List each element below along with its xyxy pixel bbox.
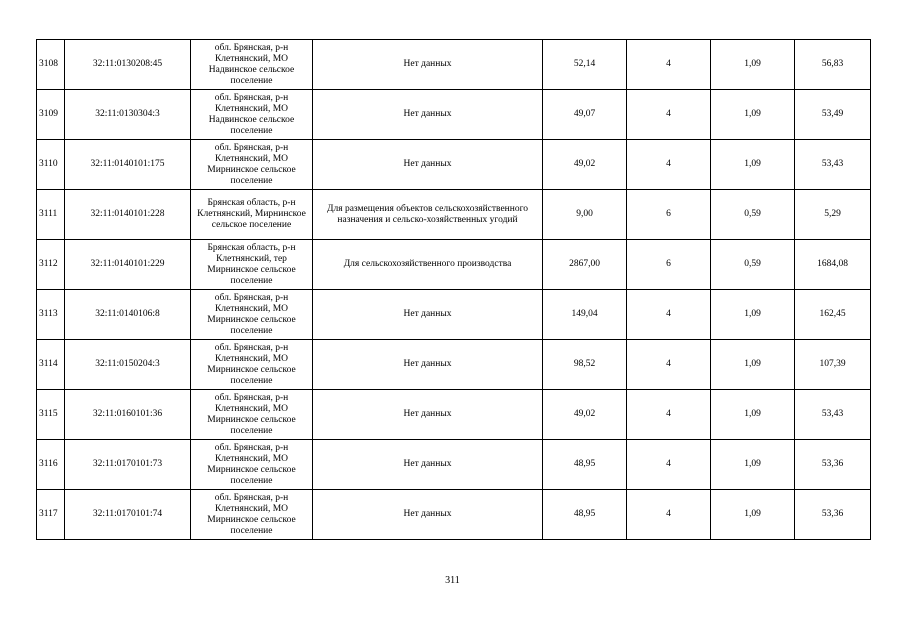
area-cell: 49,02: [543, 140, 627, 190]
row-number-cell: 3112: [37, 240, 65, 290]
area-cell: 98,52: [543, 340, 627, 390]
table-row: [37, 140, 871, 190]
row-number-cell: 3113: [37, 290, 65, 340]
land-use-cell: Нет данных: [313, 90, 543, 140]
area-cell: 9,00: [543, 190, 627, 240]
group-cell: 4: [627, 40, 711, 90]
land-use-cell: Нет данных: [313, 440, 543, 490]
area-cell: 48,95: [543, 440, 627, 490]
land-use-cell: Нет данных: [313, 40, 543, 90]
value-cell: 53,43: [795, 140, 871, 190]
land-use-cell: Нет данных: [313, 140, 543, 190]
cadastral-number-cell: 32:11:0140101:228: [65, 190, 191, 240]
row-number-cell: 3111: [37, 190, 65, 240]
group-cell: 4: [627, 340, 711, 390]
value-cell: 5,29: [795, 190, 871, 240]
address-cell: обл. Брянская, р-н Клетнянский, МО Мирнинское сельское поселение: [191, 440, 313, 490]
cadastral-number-cell: 32:11:0140106:8: [65, 290, 191, 340]
row-number-cell: 3116: [37, 440, 65, 490]
table-row: [37, 440, 871, 490]
table-row: [37, 40, 871, 90]
address-cell: обл. Брянская, р-н Клетнянский, МО Мирнинское сельское поселение: [191, 390, 313, 440]
cadastral-number-cell: 32:11:0130304:3: [65, 90, 191, 140]
land-use-cell: Нет данных: [313, 340, 543, 390]
group-cell: 4: [627, 390, 711, 440]
table-row: [37, 90, 871, 140]
rate-cell: 0,59: [711, 240, 795, 290]
table-body: [37, 40, 871, 540]
row-number-cell: 3108: [37, 40, 65, 90]
area-cell: 52,14: [543, 40, 627, 90]
group-cell: 6: [627, 190, 711, 240]
rate-cell: 1,09: [711, 90, 795, 140]
group-cell: 6: [627, 240, 711, 290]
table-row: [37, 390, 871, 440]
land-use-cell: Нет данных: [313, 390, 543, 440]
address-cell: обл. Брянская, р-н Клетнянский, МО Мирнинское сельское поселение: [191, 340, 313, 390]
table-row: [37, 490, 871, 540]
group-cell: 4: [627, 140, 711, 190]
row-number-cell: 3109: [37, 90, 65, 140]
row-number-cell: 3110: [37, 140, 65, 190]
table-row: [37, 190, 871, 240]
area-cell: 49,02: [543, 390, 627, 440]
address-cell: обл. Брянская, р-н Клетнянский, МО Надвинское сельское поселение: [191, 40, 313, 90]
address-cell: обл. Брянская, р-н Клетнянский, МО Мирнинское сельское поселение: [191, 290, 313, 340]
table-row: [37, 240, 871, 290]
land-parcels-table: [36, 39, 871, 540]
address-cell: обл. Брянская, р-н Клетнянский, МО Надвинское сельское поселение: [191, 90, 313, 140]
cadastral-number-cell: 32:11:0150204:3: [65, 340, 191, 390]
rate-cell: 1,09: [711, 40, 795, 90]
rate-cell: 1,09: [711, 290, 795, 340]
rate-cell: 0,59: [711, 190, 795, 240]
land-use-cell: Для размещения объектов сельскохозяйственного назначения и сельско-хозяйственных угодий: [313, 190, 543, 240]
land-use-cell: Для сельскохозяйственного производства: [313, 240, 543, 290]
rate-cell: 1,09: [711, 490, 795, 540]
value-cell: 1684,08: [795, 240, 871, 290]
address-cell: обл. Брянская, р-н Клетнянский, МО Мирнинское сельское поселение: [191, 490, 313, 540]
row-number-cell: 3115: [37, 390, 65, 440]
value-cell: 53,43: [795, 390, 871, 440]
address-cell: Брянская область, р-н Клетнянский, тер Мирнинское сельское поселение: [191, 240, 313, 290]
value-cell: 107,39: [795, 340, 871, 390]
value-cell: 53,49: [795, 90, 871, 140]
rate-cell: 1,09: [711, 140, 795, 190]
value-cell: 56,83: [795, 40, 871, 90]
row-number-cell: 3114: [37, 340, 65, 390]
page-number: 311: [445, 575, 460, 586]
cadastral-number-cell: 32:11:0130208:45: [65, 40, 191, 90]
area-cell: 49,07: [543, 90, 627, 140]
row-number-cell: 3117: [37, 490, 65, 540]
cadastral-number-cell: 32:11:0170101:74: [65, 490, 191, 540]
address-cell: Брянская область, р-н Клетнянский, Мирнинское сельское поселение: [191, 190, 313, 240]
table-row: [37, 290, 871, 340]
value-cell: 162,45: [795, 290, 871, 340]
address-cell: обл. Брянская, р-н Клетнянский, МО Мирнинское сельское поселение: [191, 140, 313, 190]
value-cell: 53,36: [795, 490, 871, 540]
value-cell: 53,36: [795, 440, 871, 490]
table-row: [37, 340, 871, 390]
cadastral-number-cell: 32:11:0140101:229: [65, 240, 191, 290]
cadastral-number-cell: 32:11:0140101:175: [65, 140, 191, 190]
rate-cell: 1,09: [711, 390, 795, 440]
area-cell: 149,04: [543, 290, 627, 340]
group-cell: 4: [627, 290, 711, 340]
area-cell: 2867,00: [543, 240, 627, 290]
cadastral-number-cell: 32:11:0170101:73: [65, 440, 191, 490]
land-use-cell: Нет данных: [313, 290, 543, 340]
group-cell: 4: [627, 90, 711, 140]
group-cell: 4: [627, 440, 711, 490]
cadastral-number-cell: 32:11:0160101:36: [65, 390, 191, 440]
rate-cell: 1,09: [711, 340, 795, 390]
group-cell: 4: [627, 490, 711, 540]
rate-cell: 1,09: [711, 440, 795, 490]
land-use-cell: Нет данных: [313, 490, 543, 540]
area-cell: 48,95: [543, 490, 627, 540]
